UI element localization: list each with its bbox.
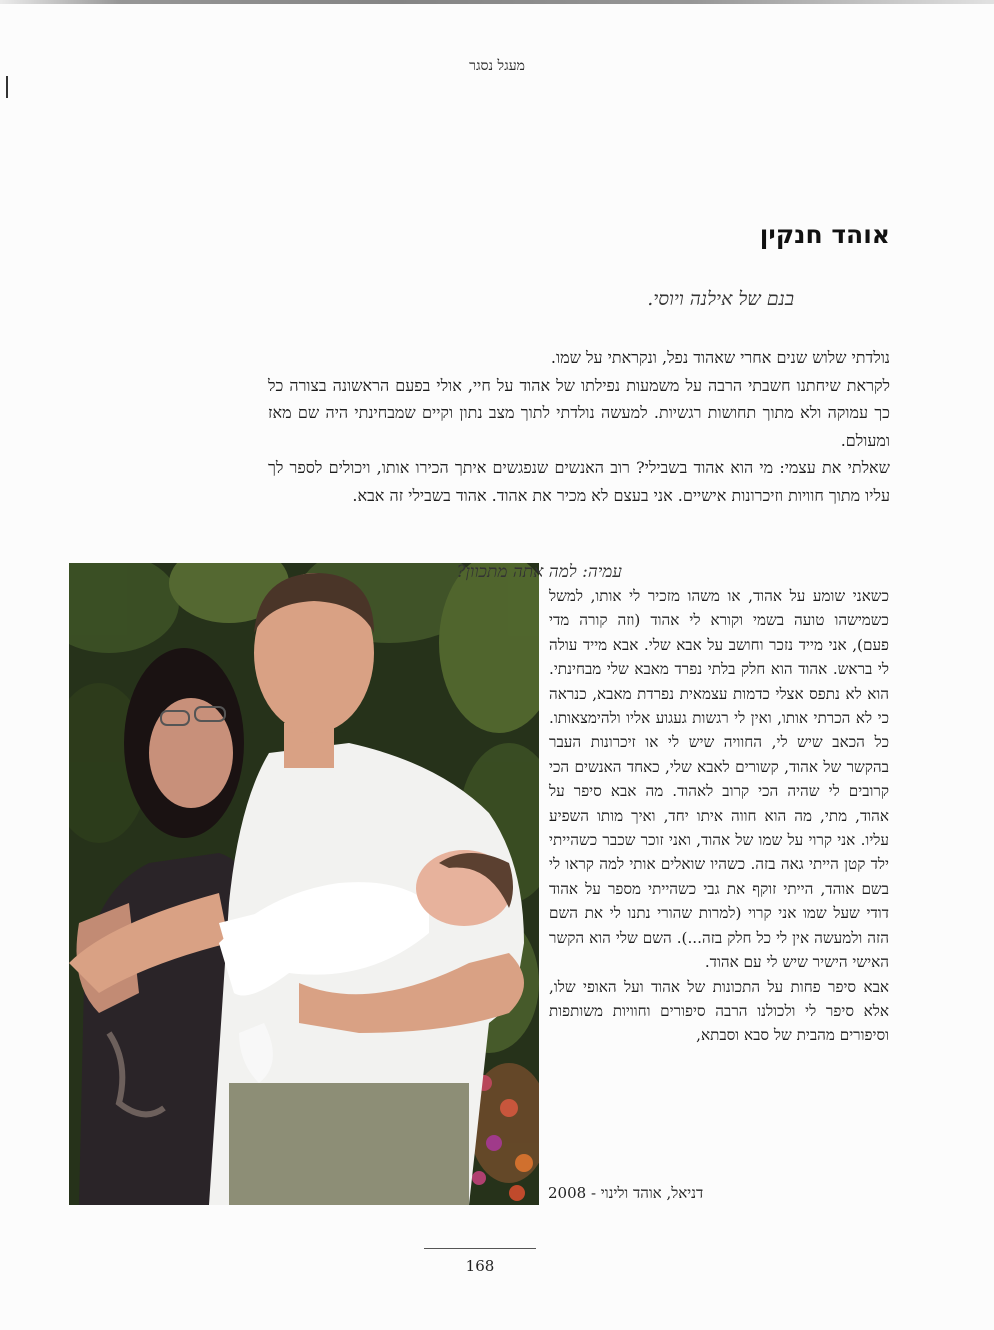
interview-answer: [549, 584, 889, 1048]
intro-paragraph: נולדתי שלוש שנים אחרי שאהוד נפל, ונקראתי על שמו.: [550, 348, 890, 367]
intro-text: [268, 344, 890, 510]
running-head: מעגל נסגר: [469, 58, 525, 74]
photo-caption: דניאל, אוהד ולינוי - 2008: [548, 1184, 704, 1202]
answer-paragraph: אבא סיפר פחות על התכונות של אהוד ועל האופי שלו, אלא סיפר לי ולכולנו הרבה סיפורים וחוויות משותפות וסיפורים מהבית של סבא וסבתא,: [549, 977, 889, 1045]
chapter-title: אוהד חנקין: [759, 220, 890, 249]
intro-paragraph: לקראת שיחתנו חשבתי הרבה על משמעות נפילתו של אהוד על חיי, אולי בפעם הראשונה בצורה כל כך עמוקה ולא מתוך תחושות רגשיות. למעשה נולדתי לתוך מצב נתון וקיים שמבחינתי היה שם מאז ומעולם.: [268, 375, 890, 450]
family-photo: [69, 563, 539, 1205]
answer-paragraph: כשאני שומע על אהוד, או משהו מזכיר לי אותו, למשל כשמישהו טועה בשמי וקורא לי אהוד (וזה קורה מדי פעם), אני מייד נזכר וחושב על אבא שלי. אבא מייד עולה לי בראש. אהוד הוא חלק בלתי נפרד מאבא שלי מבחינתי. הוא לא נתפס אצלי כדמות עצמאית נפרדת מאבא, כנראה כי לא הכרתי אותו, ואין לי רגשות געגוע אליו ולהימצאותו. כל הכאב שיש לי, החוויה שיש לי או זיכרונות העבר בהקשר של אהוד, קשורים לאבא שלי, כאחד האנשים הכי קרובים לי שהיה הכי קרוב לאהוד. מה אבא סיפר על אהוד, מתי, מה הוא חווה איתו יחד, ואיך מותו השפיע עליו. אני קרוי על שמו של אהוד, ואני זוכר שכבר כשהייתי ילד קטן הייתי גאה בזה. כשהיו שואלים אותי למה קראו לי בשם אוהד, הייתי זוקף את גבי כשהייתי מספר על אהוד דודי שעל שמו אני קרוי (למרות שהורי נתנו לי את השם הזה ולמעשה אין לי כל חלק בזה...). השם שלי הוא הקשר האישי הישיר שיש לי עם אהוד.: [549, 587, 889, 972]
scan-left-mark: [6, 76, 8, 98]
interview-question: עמיה: למה אתה מתכוון?: [456, 562, 622, 582]
scan-top-edge: [0, 0, 994, 4]
chapter-subtitle: בנם של אילנה ויוסי.: [647, 288, 794, 310]
footer-rule: [424, 1248, 536, 1249]
page-number: 168: [465, 1257, 495, 1275]
intro-paragraph: שאלתי את עצמי: מי הוא אהוד בשבילי? רוב האנשים שנפגשים איתך הכירו אותו, ויכולים לספר לך עליו מתוך חוויות וזיכרונות אישיים. אני בעצם לא מכיר את אהוד. אהוד בשבילי זה אבא.: [268, 458, 890, 505]
